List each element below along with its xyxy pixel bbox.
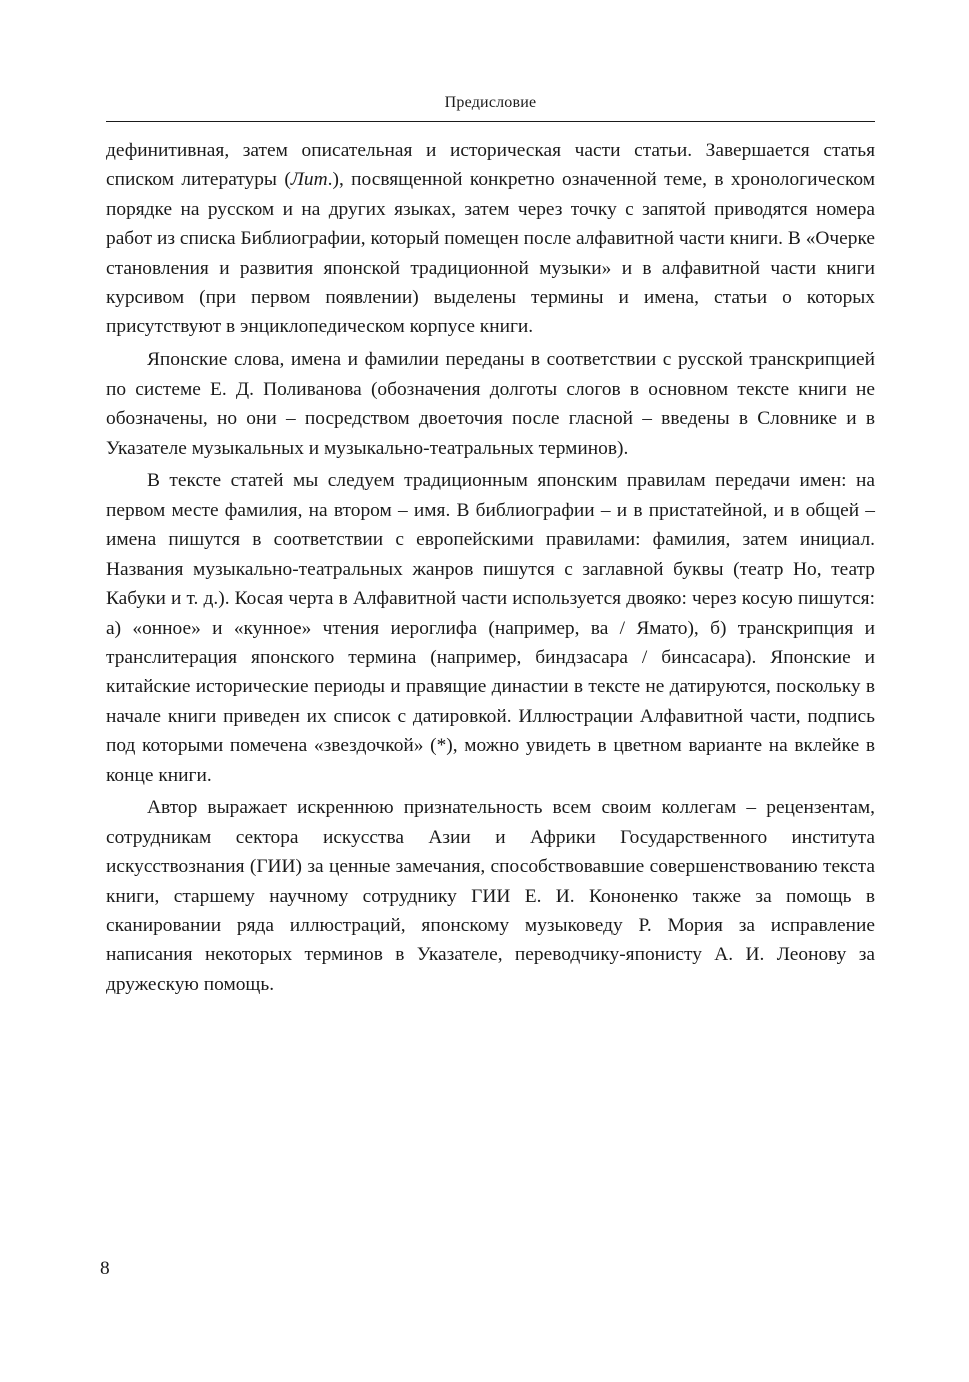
paragraph-1-text-end: .), посвященной конкретно означенной теме, в хронологическом порядке на русском и на других языках, затем через точку с запятой приводятся номера работ из списка Библиографии, который помещен после алфавитной части книги. В «Очерке становления и развития японской традиционной музыки» и в алфавитной части книги курсивом (при первом появлении) выделены термины и имена, статьи о которых присутствуют в энциклопедическом корпусе книги. xyxy=(106,169,875,338)
paragraph-3: В тексте статей мы следуем традиционным японским правилам передачи имен: на первом месте фамилия, на втором – имя. В библиографии – и в пристатейной, и в общей – имена пишутся в соответствии с европейскими правилами: фамилия, затем инициал. Названия музыкально-театральных жанров пишутся с заглавной буквы (театр Но, театр Кабуки и т. д.). Косая черта в Алфавитной части используется двояко: через косую пишутся: а) «онное» и «кунное» чтения иероглифа (например, ва / Ямато), б) транскрипция и транслитерация японского термина (например, биндзасара / бинсасара). Японские и китайские исторические периоды и правящие династии в тексте не датируются, поскольку в начале книги приведен их список с датировкой. Иллюстрации Алфавитной части, подпись под которыми помечена «звездочкой» (*), можно увидеть в цветном варианте на вклейке в конце книги. xyxy=(106,470,875,786)
paragraph-2: Японские слова, имена и фамилии переданы в соответствии с русской транскрипцией по системе Е. Д. Поливанова (обозначения долготы слогов в основном тексте книги не обозначены, но они – посредством двоеточия после гласной – введены в Словнике и в Указателе музыкальных и музыкально-театральных терминов). xyxy=(106,349,875,459)
paragraph-1 xyxy=(106,136,875,342)
header-rule xyxy=(106,121,875,122)
body-text xyxy=(106,136,875,999)
paragraph-4: Автор выражает искреннюю признательность всем своим коллегам – рецензентам, сотрудникам сектора искусства Азии и Африки Государственного института искусствознания (ГИИ) за ценные замечания, способствовавшие совершенствованию текста книги, старшему научному сотруднику ГИИ Е. И. Кононенко также за помощь в сканировании ряда иллюстраций, японскому музыковеду Р. Мория за исправление написания некоторых терминов в Указателе, переводчику-японисту А. И. Леонову за дружескую помощь. xyxy=(106,797,875,995)
lit-abbreviation: Лит xyxy=(290,169,328,191)
paragraph-1-text-start: дефинитивная, затем описательная и историческая части статьи. Завершается статья списком литературы ( xyxy=(106,140,875,191)
running-head: Предисловие xyxy=(444,94,537,111)
page-number: 8 xyxy=(100,1258,110,1279)
